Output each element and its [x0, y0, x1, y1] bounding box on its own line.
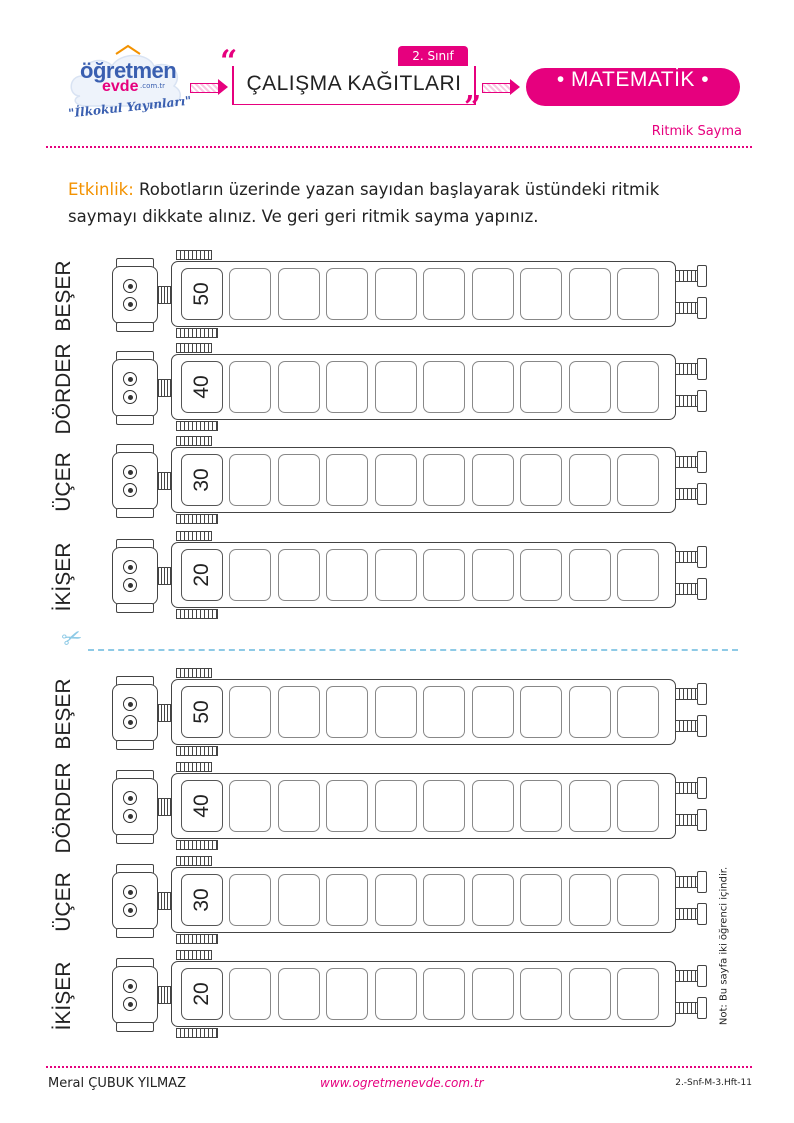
robot-foot [176, 934, 218, 944]
robot-eye-icon [123, 791, 137, 805]
arrow-icon [482, 83, 511, 93]
robot-arm [675, 1002, 699, 1014]
start-number-box [181, 780, 223, 832]
robot-eye-icon [123, 903, 137, 917]
robot-foot [176, 609, 218, 619]
answer-box[interactable] [229, 268, 271, 320]
robot-hand [697, 715, 707, 737]
answer-box[interactable] [229, 549, 271, 601]
arrow-head-icon [218, 79, 228, 95]
answer-box[interactable] [375, 549, 417, 601]
answer-box[interactable] [617, 361, 659, 413]
robot-foot [176, 421, 218, 431]
robot-chin [116, 508, 154, 518]
start-number: 40 [190, 375, 213, 399]
answer-box[interactable] [472, 686, 514, 738]
robot-foot [176, 328, 218, 338]
start-number: 20 [190, 982, 213, 1006]
start-number-box [181, 361, 223, 413]
arrow-icon [190, 83, 219, 93]
answer-box[interactable] [375, 686, 417, 738]
robot-head [112, 684, 158, 742]
answer-box[interactable] [375, 454, 417, 506]
robot-chin [116, 740, 154, 750]
start-number: 30 [190, 888, 213, 912]
answer-box[interactable] [326, 686, 368, 738]
robot-arm [675, 302, 699, 314]
robot-eye-icon [123, 483, 137, 497]
answer-box[interactable] [617, 268, 659, 320]
instructions-text: Robotların üzerinde yazan sayıdan başlayarak üstündeki ritmik saymayı dikkate alınız. Ve geri geri ritmik sayma yapınız. [68, 180, 660, 226]
robot-eye-icon [123, 390, 137, 404]
robot-eye-icon [123, 578, 137, 592]
answer-box[interactable] [617, 454, 659, 506]
start-number-box [181, 268, 223, 320]
website-link[interactable]: www.ogretmenevde.com.tr [320, 1076, 484, 1090]
start-number-box [181, 454, 223, 506]
robot-arm-top [176, 856, 212, 866]
robot-body [171, 354, 676, 420]
answer-box[interactable] [423, 780, 465, 832]
robot-chin [116, 834, 154, 844]
start-number: 30 [190, 468, 213, 492]
robot-body [171, 773, 676, 839]
robot-row [0, 668, 794, 760]
robot-chin [116, 415, 154, 425]
answer-box[interactable] [229, 361, 271, 413]
robot-arm-top [176, 762, 212, 772]
robot-arm [675, 488, 699, 500]
robot-hand [697, 265, 707, 287]
answer-box[interactable] [569, 268, 611, 320]
answer-box[interactable] [472, 268, 514, 320]
answer-box[interactable] [520, 361, 562, 413]
answer-box[interactable] [617, 686, 659, 738]
robot-row [0, 343, 794, 435]
answer-box[interactable] [229, 454, 271, 506]
answer-box[interactable] [569, 874, 611, 926]
grade-tag: 2. Sınıf [398, 46, 468, 66]
topic-label: Ritmik Sayma [651, 124, 742, 139]
logo-brand-accent: evde [102, 78, 139, 95]
logo-brand: öğretmen [80, 58, 177, 83]
robot-arm [675, 363, 699, 375]
open-quote-icon: “ [220, 44, 238, 79]
count-step-label: BEŞER [52, 678, 75, 750]
answer-box[interactable] [423, 454, 465, 506]
robot-row [0, 856, 794, 948]
answer-box[interactable] [520, 549, 562, 601]
robot-arm [675, 908, 699, 920]
robot-row [0, 250, 794, 342]
robot-arm [675, 456, 699, 468]
robot-arm-top [176, 950, 212, 960]
robot-head [112, 266, 158, 324]
answer-box[interactable] [617, 968, 659, 1020]
robot-chin [116, 322, 154, 332]
robot-head [112, 452, 158, 510]
robot-eye-icon [123, 560, 137, 574]
answer-box[interactable] [569, 549, 611, 601]
robot-hand [697, 871, 707, 893]
robot-hand [697, 390, 707, 412]
answer-box[interactable] [472, 454, 514, 506]
robot-body [171, 679, 676, 745]
page-title: ÇALIŞMA KAĞITLARI [246, 72, 462, 95]
answer-box[interactable] [569, 361, 611, 413]
answer-box[interactable] [472, 874, 514, 926]
answer-box[interactable] [472, 361, 514, 413]
logo-subtitle: "İlkokul Yayınları" [67, 93, 193, 121]
answer-box[interactable] [326, 968, 368, 1020]
robot-eye-icon [123, 885, 137, 899]
robot-arm-top [176, 250, 212, 260]
answer-box[interactable] [423, 268, 465, 320]
author-name: Meral ÇUBUK YILMAZ [48, 1076, 186, 1091]
answer-box[interactable] [278, 968, 320, 1020]
answer-box[interactable] [472, 780, 514, 832]
robot-row [0, 762, 794, 854]
robot-arm [675, 395, 699, 407]
robot-eye-icon [123, 697, 137, 711]
answer-box[interactable] [326, 780, 368, 832]
robot-eye-icon [123, 372, 137, 386]
robot-head [112, 966, 158, 1024]
answer-box[interactable] [278, 686, 320, 738]
start-number: 40 [190, 794, 213, 818]
robot-row [0, 950, 794, 1042]
robot-arm [675, 270, 699, 282]
answer-box[interactable] [229, 686, 271, 738]
answer-box[interactable] [278, 780, 320, 832]
answer-box[interactable] [472, 968, 514, 1020]
answer-box[interactable] [423, 686, 465, 738]
document-code: 2.-Snf-M-3.Hft-11 [675, 1078, 752, 1088]
answer-box[interactable] [520, 686, 562, 738]
robot-eye-icon [123, 979, 137, 993]
side-note: Not: Bu sayfa iki öğrenci içindir. [718, 866, 730, 1026]
answer-box[interactable] [520, 268, 562, 320]
robot-arm [675, 876, 699, 888]
answer-box[interactable] [278, 268, 320, 320]
robot-hand [697, 358, 707, 380]
answer-box[interactable] [229, 968, 271, 1020]
robot-arm-top [176, 343, 212, 353]
answer-box[interactable] [472, 549, 514, 601]
answer-box[interactable] [423, 549, 465, 601]
robot-body [171, 542, 676, 608]
robot-chin [116, 928, 154, 938]
robot-arm [675, 814, 699, 826]
answer-box[interactable] [423, 874, 465, 926]
robot-eye-icon [123, 465, 137, 479]
robot-chin [116, 1022, 154, 1032]
count-step-label: ÜÇER [52, 452, 75, 512]
robot-hand [697, 997, 707, 1019]
answer-box[interactable] [617, 874, 659, 926]
robot-head [112, 872, 158, 930]
answer-box[interactable] [326, 361, 368, 413]
close-quote-icon: ” [464, 90, 482, 125]
robot-hand [697, 965, 707, 987]
count-step-label: DÖRDER [52, 343, 75, 435]
robot-arm-top [176, 531, 212, 541]
start-number-box [181, 874, 223, 926]
start-number: 50 [190, 282, 213, 306]
robot-arm [675, 583, 699, 595]
answer-box[interactable] [326, 549, 368, 601]
robot-body [171, 447, 676, 513]
answer-box[interactable] [569, 686, 611, 738]
answer-box[interactable] [520, 968, 562, 1020]
count-step-label: İKİŞER [52, 542, 75, 612]
robot-arm [675, 551, 699, 563]
answer-box[interactable] [617, 780, 659, 832]
scissors-icon: ✂ [57, 621, 87, 655]
start-number: 20 [190, 563, 213, 587]
instructions-label: Etkinlik: [68, 180, 134, 199]
robot-row [0, 436, 794, 528]
answer-box[interactable] [278, 549, 320, 601]
header-divider [46, 146, 752, 148]
robot-arm [675, 782, 699, 794]
robot-chin [116, 603, 154, 613]
answer-box[interactable] [569, 454, 611, 506]
robot-hand [697, 546, 707, 568]
answer-box[interactable] [278, 361, 320, 413]
robot-arm [675, 720, 699, 732]
robot-head [112, 778, 158, 836]
robot-arm-top [176, 668, 212, 678]
robot-foot [176, 514, 218, 524]
robot-foot [176, 840, 218, 850]
robot-foot [176, 1028, 218, 1038]
robot-hand [697, 297, 707, 319]
answer-box[interactable] [326, 454, 368, 506]
answer-box[interactable] [229, 874, 271, 926]
count-step-label: ÜÇER [52, 872, 75, 932]
answer-box[interactable] [375, 874, 417, 926]
instructions [68, 176, 728, 230]
start-number-box [181, 968, 223, 1020]
answer-box[interactable] [520, 454, 562, 506]
robot-eye-icon [123, 997, 137, 1011]
robot-eye-icon [123, 809, 137, 823]
answer-box[interactable] [375, 268, 417, 320]
answer-box[interactable] [423, 361, 465, 413]
robot-eye-icon [123, 297, 137, 311]
answer-box[interactable] [520, 780, 562, 832]
robot-arm-top [176, 436, 212, 446]
robot-head [112, 547, 158, 605]
logo-domain: .com.tr [140, 82, 166, 90]
robot-foot [176, 746, 218, 756]
count-step-label: BEŞER [52, 260, 75, 332]
answer-box[interactable] [326, 268, 368, 320]
arrow-head-icon [510, 79, 520, 95]
answer-box[interactable] [278, 454, 320, 506]
answer-box[interactable] [375, 968, 417, 1020]
robot-body [171, 261, 676, 327]
robot-hand [697, 451, 707, 473]
count-step-label: İKİŞER [52, 961, 75, 1031]
answer-box[interactable] [423, 968, 465, 1020]
answer-box[interactable] [229, 780, 271, 832]
robot-hand [697, 809, 707, 831]
robot-eye-icon [123, 715, 137, 729]
robot-arm [675, 970, 699, 982]
robot-body [171, 961, 676, 1027]
robot-hand [697, 683, 707, 705]
answer-box[interactable] [569, 780, 611, 832]
answer-box[interactable] [278, 874, 320, 926]
robot-hand [697, 483, 707, 505]
answer-box[interactable] [520, 874, 562, 926]
answer-box[interactable] [569, 968, 611, 1020]
robot-arm [675, 688, 699, 700]
robot-head [112, 359, 158, 417]
robot-hand [697, 578, 707, 600]
answer-box[interactable] [617, 549, 659, 601]
footer-divider [46, 1066, 752, 1068]
count-step-label: DÖRDER [52, 762, 75, 854]
robot-row [0, 531, 794, 623]
subject-badge: • MATEMATİK • [526, 68, 740, 106]
robot-body [171, 867, 676, 933]
robot-hand [697, 777, 707, 799]
robot-hand [697, 903, 707, 925]
start-number-box [181, 549, 223, 601]
start-number-box [181, 686, 223, 738]
answer-box[interactable] [326, 874, 368, 926]
answer-box[interactable] [375, 361, 417, 413]
start-number: 50 [190, 700, 213, 724]
cut-line [88, 649, 738, 651]
answer-box[interactable] [375, 780, 417, 832]
robot-eye-icon [123, 279, 137, 293]
